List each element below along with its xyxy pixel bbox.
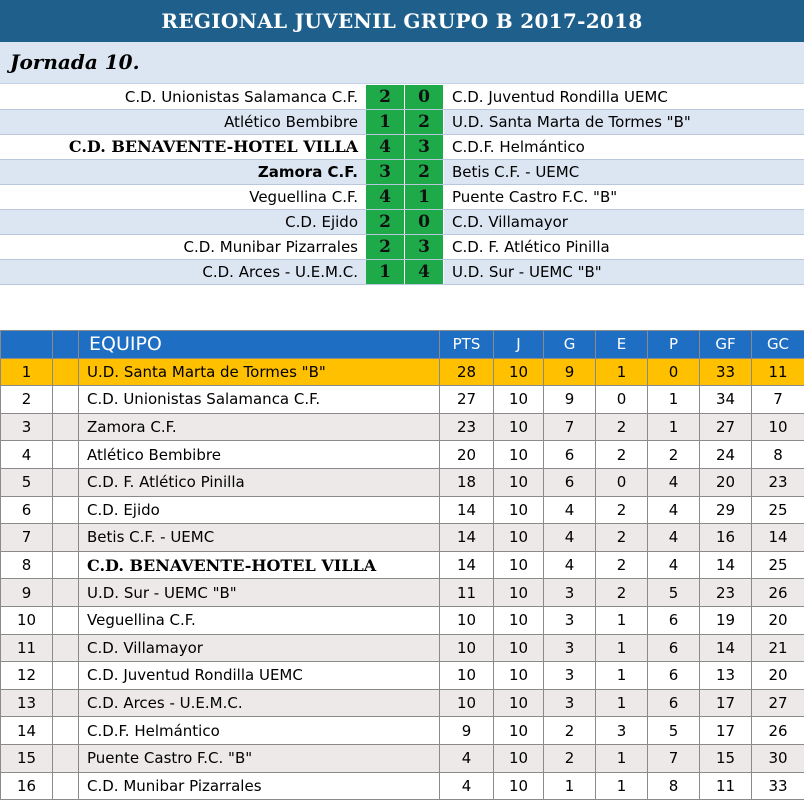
table-row — [1, 634, 804, 662]
cell-j: 10 — [494, 468, 544, 496]
cell-j: 10 — [494, 772, 544, 800]
cell-p: 6 — [648, 634, 700, 662]
cell-pts: 18 — [440, 468, 494, 496]
cell-e: 3 — [596, 717, 648, 745]
cell-blank — [53, 606, 79, 634]
result-home-goals: 3 — [366, 160, 405, 184]
cell-p: 6 — [648, 606, 700, 634]
cell-gf: 20 — [700, 468, 752, 496]
cell-blank — [53, 662, 79, 690]
cell-gc: 21 — [752, 634, 804, 662]
cell-blank — [53, 772, 79, 800]
cell-team: C.D. Munibar Pizarrales — [79, 772, 440, 800]
cell-g: 9 — [544, 386, 596, 414]
cell-team: Betis C.F. - UEMC — [79, 524, 440, 552]
cell-g: 6 — [544, 441, 596, 469]
cell-j: 10 — [494, 744, 544, 772]
cell-p: 5 — [648, 717, 700, 745]
cell-pos: 1 — [1, 358, 53, 386]
cell-gc: 10 — [752, 413, 804, 441]
result-away-team: C.D. Juventud Rondilla UEMC — [452, 88, 668, 106]
cell-gf: 16 — [700, 524, 752, 552]
result-row — [0, 260, 804, 285]
cell-gc: 23 — [752, 468, 804, 496]
result-away-goals: 3 — [405, 235, 444, 259]
result-row — [0, 110, 804, 135]
table-row — [1, 689, 804, 717]
cell-pos: 2 — [1, 386, 53, 414]
cell-pts: 10 — [440, 689, 494, 717]
cell-gf: 19 — [700, 606, 752, 634]
cell-team: Atlético Bembibre — [79, 441, 440, 469]
table-row — [1, 579, 804, 607]
cell-team: U.D. Sur - UEMC "B" — [79, 579, 440, 607]
result-away-team: C.D. F. Atlético Pinilla — [452, 238, 610, 256]
cell-j: 10 — [494, 634, 544, 662]
result-home-goals: 1 — [366, 110, 405, 134]
cell-pts: 28 — [440, 358, 494, 386]
cell-gf: 17 — [700, 717, 752, 745]
table-row — [1, 524, 804, 552]
cell-g: 2 — [544, 717, 596, 745]
cell-pos: 8 — [1, 551, 53, 579]
result-home-team: Veguellina C.F. — [249, 188, 358, 206]
cell-p: 1 — [648, 413, 700, 441]
cell-team: C.D. Unionistas Salamanca C.F. — [79, 386, 440, 414]
cell-pts: 14 — [440, 496, 494, 524]
cell-g: 1 — [544, 772, 596, 800]
result-row — [0, 185, 804, 210]
cell-g: 4 — [544, 496, 596, 524]
cell-j: 10 — [494, 496, 544, 524]
cell-gc: 25 — [752, 551, 804, 579]
cell-pos: 7 — [1, 524, 53, 552]
cell-pos: 4 — [1, 441, 53, 469]
cell-p: 1 — [648, 386, 700, 414]
cell-blank — [53, 717, 79, 745]
cell-e: 2 — [596, 551, 648, 579]
cell-gc: 20 — [752, 662, 804, 690]
cell-team: C.D.F. Helmántico — [79, 717, 440, 745]
result-away-goals: 0 — [405, 85, 444, 109]
cell-j: 10 — [494, 413, 544, 441]
cell-pts: 9 — [440, 717, 494, 745]
result-row — [0, 210, 804, 235]
result-away-team: C.D. Villamayor — [452, 213, 568, 231]
result-away-goals: 0 — [405, 210, 444, 234]
cell-pos: 5 — [1, 468, 53, 496]
cell-e: 1 — [596, 662, 648, 690]
cell-gf: 11 — [700, 772, 752, 800]
cell-blank — [53, 689, 79, 717]
result-home-team: C.D. Arces - U.E.M.C. — [202, 263, 358, 281]
cell-team: Veguellina C.F. — [79, 606, 440, 634]
cell-e: 2 — [596, 413, 648, 441]
cell-team: C.D. Ejido — [79, 496, 440, 524]
cell-pts: 4 — [440, 744, 494, 772]
cell-p: 2 — [648, 441, 700, 469]
cell-e: 2 — [596, 579, 648, 607]
cell-pos: 16 — [1, 772, 53, 800]
result-home-goals: 2 — [366, 235, 405, 259]
cell-blank — [53, 386, 79, 414]
result-away-team: Puente Castro F.C. "B" — [452, 188, 618, 206]
cell-e: 2 — [596, 441, 648, 469]
cell-pos: 12 — [1, 662, 53, 690]
result-row — [0, 135, 804, 160]
cell-e: 1 — [596, 744, 648, 772]
cell-pts: 10 — [440, 662, 494, 690]
cell-p: 4 — [648, 551, 700, 579]
cell-pos: 3 — [1, 413, 53, 441]
header-g: G — [544, 331, 596, 359]
cell-p: 4 — [648, 524, 700, 552]
cell-g: 3 — [544, 662, 596, 690]
cell-gc: 30 — [752, 744, 804, 772]
header-p: P — [648, 331, 700, 359]
cell-j: 10 — [494, 662, 544, 690]
cell-p: 6 — [648, 662, 700, 690]
table-row — [1, 717, 804, 745]
header-pts: PTS — [440, 331, 494, 359]
cell-gc: 11 — [752, 358, 804, 386]
cell-g: 3 — [544, 579, 596, 607]
table-row — [1, 496, 804, 524]
result-home-goals: 2 — [366, 210, 405, 234]
cell-blank — [53, 551, 79, 579]
cell-gc: 20 — [752, 606, 804, 634]
cell-gc: 25 — [752, 496, 804, 524]
header-e: E — [596, 331, 648, 359]
cell-g: 6 — [544, 468, 596, 496]
result-home-team: C.D. BENAVENTE-HOTEL VILLA — [68, 137, 358, 156]
cell-gc: 33 — [752, 772, 804, 800]
table-row — [1, 468, 804, 496]
cell-blank — [53, 524, 79, 552]
cell-gc: 27 — [752, 689, 804, 717]
table-row — [1, 662, 804, 690]
result-row — [0, 85, 804, 110]
cell-team: C.D. BENAVENTE-HOTEL VILLA — [79, 551, 440, 579]
cell-gf: 15 — [700, 744, 752, 772]
cell-pts: 11 — [440, 579, 494, 607]
cell-j: 10 — [494, 441, 544, 469]
cell-pts: 4 — [440, 772, 494, 800]
cell-gf: 14 — [700, 551, 752, 579]
result-home-goals: 2 — [366, 85, 405, 109]
cell-gc: 7 — [752, 386, 804, 414]
cell-g: 4 — [544, 551, 596, 579]
cell-gf: 14 — [700, 634, 752, 662]
cell-team: C.D. Juventud Rondilla UEMC — [79, 662, 440, 690]
jornada-bar — [0, 42, 804, 84]
cell-e: 1 — [596, 772, 648, 800]
result-home-team: Atlético Bembibre — [224, 113, 358, 131]
cell-e: 2 — [596, 496, 648, 524]
cell-g: 3 — [544, 606, 596, 634]
cell-g: 9 — [544, 358, 596, 386]
cell-team: Puente Castro F.C. "B" — [79, 744, 440, 772]
cell-pos: 13 — [1, 689, 53, 717]
table-row — [1, 606, 804, 634]
cell-j: 10 — [494, 579, 544, 607]
cell-blank — [53, 441, 79, 469]
cell-j: 10 — [494, 717, 544, 745]
cell-p: 8 — [648, 772, 700, 800]
cell-gc: 14 — [752, 524, 804, 552]
result-away-team: C.D.F. Helmántico — [452, 138, 585, 156]
result-home-team: C.D. Munibar Pizarrales — [183, 238, 358, 256]
result-away-team: Betis C.F. - UEMC — [452, 163, 580, 181]
header-j: J — [494, 331, 544, 359]
table-row — [1, 772, 804, 800]
header-equipo: EQUIPO — [79, 331, 440, 359]
cell-p: 6 — [648, 689, 700, 717]
cell-j: 10 — [494, 606, 544, 634]
cell-gc: 26 — [752, 717, 804, 745]
cell-e: 0 — [596, 386, 648, 414]
cell-pos: 6 — [1, 496, 53, 524]
cell-gf: 23 — [700, 579, 752, 607]
cell-pos: 15 — [1, 744, 53, 772]
cell-pos: 11 — [1, 634, 53, 662]
cell-g: 3 — [544, 634, 596, 662]
result-away-team: U.D. Santa Marta de Tormes "B" — [452, 113, 691, 131]
cell-pts: 20 — [440, 441, 494, 469]
cell-team: C.D. Villamayor — [79, 634, 440, 662]
result-home-team: C.D. Unionistas Salamanca C.F. — [124, 88, 358, 106]
result-row — [0, 160, 804, 185]
cell-j: 10 — [494, 689, 544, 717]
result-away-goals: 1 — [405, 185, 444, 209]
cell-j: 10 — [494, 386, 544, 414]
cell-e: 1 — [596, 689, 648, 717]
cell-j: 10 — [494, 358, 544, 386]
header-blank — [53, 331, 79, 359]
cell-gf: 17 — [700, 689, 752, 717]
cell-blank — [53, 634, 79, 662]
cell-p: 7 — [648, 744, 700, 772]
page-title: REGIONAL JUVENIL GRUPO B 2017-2018 — [0, 0, 804, 42]
cell-gc: 26 — [752, 579, 804, 607]
cell-pts: 10 — [440, 606, 494, 634]
result-home-goals: 4 — [366, 135, 405, 159]
cell-pts: 14 — [440, 551, 494, 579]
cell-blank — [53, 413, 79, 441]
cell-p: 4 — [648, 496, 700, 524]
header-gf: GF — [700, 331, 752, 359]
cell-gf: 34 — [700, 386, 752, 414]
cell-gf: 33 — [700, 358, 752, 386]
cell-gf: 27 — [700, 413, 752, 441]
table-row — [1, 441, 804, 469]
cell-p: 5 — [648, 579, 700, 607]
cell-gc: 8 — [752, 441, 804, 469]
cell-pts: 23 — [440, 413, 494, 441]
cell-p: 4 — [648, 468, 700, 496]
header-pos — [1, 331, 53, 359]
cell-pos: 9 — [1, 579, 53, 607]
cell-team: C.D. F. Atlético Pinilla — [79, 468, 440, 496]
standings-table — [0, 330, 804, 800]
cell-g: 3 — [544, 689, 596, 717]
result-home-team: Zamora C.F. — [257, 163, 358, 181]
cell-g: 2 — [544, 744, 596, 772]
table-row — [1, 386, 804, 414]
cell-blank — [53, 744, 79, 772]
cell-e: 1 — [596, 606, 648, 634]
result-away-goals: 2 — [405, 160, 444, 184]
result-home-goals: 4 — [366, 185, 405, 209]
cell-j: 10 — [494, 551, 544, 579]
results-list — [0, 85, 804, 285]
cell-g: 4 — [544, 524, 596, 552]
table-row — [1, 358, 804, 386]
cell-p: 0 — [648, 358, 700, 386]
cell-gf: 29 — [700, 496, 752, 524]
cell-team: C.D. Arces - U.E.M.C. — [79, 689, 440, 717]
result-away-team: U.D. Sur - UEMC "B" — [452, 263, 602, 281]
result-away-goals: 4 — [405, 260, 444, 284]
cell-e: 0 — [596, 468, 648, 496]
cell-j: 10 — [494, 524, 544, 552]
table-row — [1, 744, 804, 772]
result-row — [0, 235, 804, 260]
result-home-goals: 1 — [366, 260, 405, 284]
cell-pos: 10 — [1, 606, 53, 634]
cell-e: 1 — [596, 358, 648, 386]
cell-gf: 24 — [700, 441, 752, 469]
cell-blank — [53, 496, 79, 524]
table-row — [1, 551, 804, 579]
cell-g: 7 — [544, 413, 596, 441]
jornada-label: Jornada 10. — [10, 50, 140, 74]
cell-e: 2 — [596, 524, 648, 552]
table-row — [1, 413, 804, 441]
cell-blank — [53, 358, 79, 386]
cell-blank — [53, 579, 79, 607]
cell-blank — [53, 468, 79, 496]
cell-gf: 13 — [700, 662, 752, 690]
result-home-team: C.D. Ejido — [285, 213, 358, 231]
result-away-goals: 3 — [405, 135, 444, 159]
header-gc: GC — [752, 331, 804, 359]
result-away-goals: 2 — [405, 110, 444, 134]
cell-pts: 27 — [440, 386, 494, 414]
cell-pts: 14 — [440, 524, 494, 552]
cell-team: U.D. Santa Marta de Tormes "B" — [79, 358, 440, 386]
standings-header-row — [1, 331, 804, 359]
cell-e: 1 — [596, 634, 648, 662]
cell-team: Zamora C.F. — [79, 413, 440, 441]
cell-pts: 10 — [440, 634, 494, 662]
cell-pos: 14 — [1, 717, 53, 745]
